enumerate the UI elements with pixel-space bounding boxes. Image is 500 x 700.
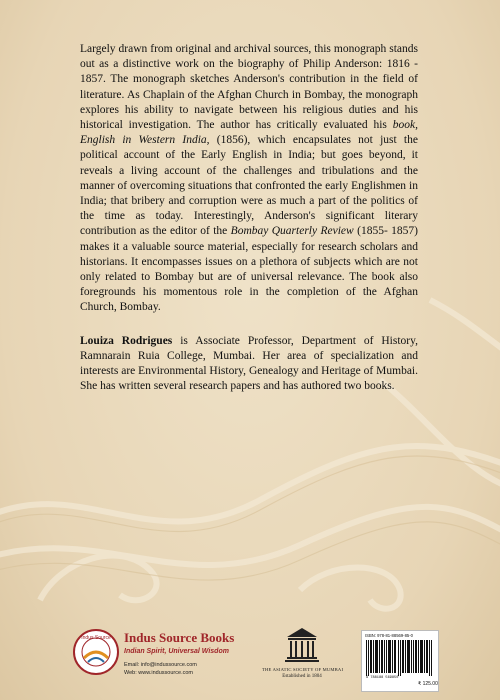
publisher-block	[72, 628, 235, 688]
blurb-text	[80, 42, 418, 412]
society-established: Established in 1804	[282, 674, 322, 679]
barcode-digits: 9 788188 569850	[366, 676, 399, 680]
isbn-text: ISBN: 978-81-88569-85-0	[365, 633, 413, 638]
description-part-1: Largely drawn from original and archival sources, this monograph stands out as a distinctive work on the biography of Philip Anderson: 1816 - 1857. The monograph sketches Anderson's contribution in the field of literature. As Chaplain of the Afghan Church in Bombay, the monograph explores his ability to navigate between his religious duties and his historical investigation. The author has critically evaluated his	[80, 43, 418, 132]
author-bio: is Associate Professor, Department of History, Ramnarain Ruia College, Mumbai. Her area of specialization and interests are Environmental History, Genealogy and Heritage of Mumbai. She has written several research papers and has authored two books.	[80, 334, 418, 393]
book-title-english-in-western-india: book, English in Western India,	[80, 119, 418, 147]
author-bio-paragraph	[80, 334, 418, 395]
bombay-quarterly-review-title: Bombay Quarterly Review	[230, 225, 354, 238]
publisher-logo-icon	[72, 628, 120, 676]
description-part-2: (1856), which encapsulates not just the political account of the Early English in India; but goes beyond, it reveals a living account of the challenges and tribulations and the manner of overcoming situations that confronted the early Englishmen in India; that bribery and corruption were as much a part of the politics of the time as today. Interestingly, Anderson's significant literary contribution as the editor of the	[80, 134, 418, 238]
barcode-icon	[366, 640, 434, 676]
description-part-3: (1855- 1857) makes it a valuable source material, especially for research scholars and historians. It encompasses issues on a plethora of subjects which are not only related to Bombay but are of universal relevance. The book also foregrounds his momentous role in the completion of the Afghan Church, Bombay.	[80, 225, 418, 314]
description-paragraph	[80, 42, 418, 316]
publisher-tagline: Indian Spirit, Universal Wisdom	[124, 648, 229, 655]
price-label: ₹ 125.00	[418, 681, 438, 687]
barcode-panel	[361, 630, 439, 692]
publisher-name: Indus Source Books	[124, 630, 235, 645]
society-block	[262, 626, 342, 690]
publisher-website[interactable]: Web: www.indussource.com	[124, 670, 193, 676]
author-name: Louiza Rodrigues	[80, 334, 173, 347]
asiatic-society-building-icon	[285, 626, 319, 664]
publisher-logo-text: Indus Source	[81, 635, 111, 641]
society-name: THE ASIATIC SOCIETY OF MUMBAI	[262, 667, 344, 672]
publisher-email[interactable]: Email: info@indussource.com	[124, 662, 197, 668]
